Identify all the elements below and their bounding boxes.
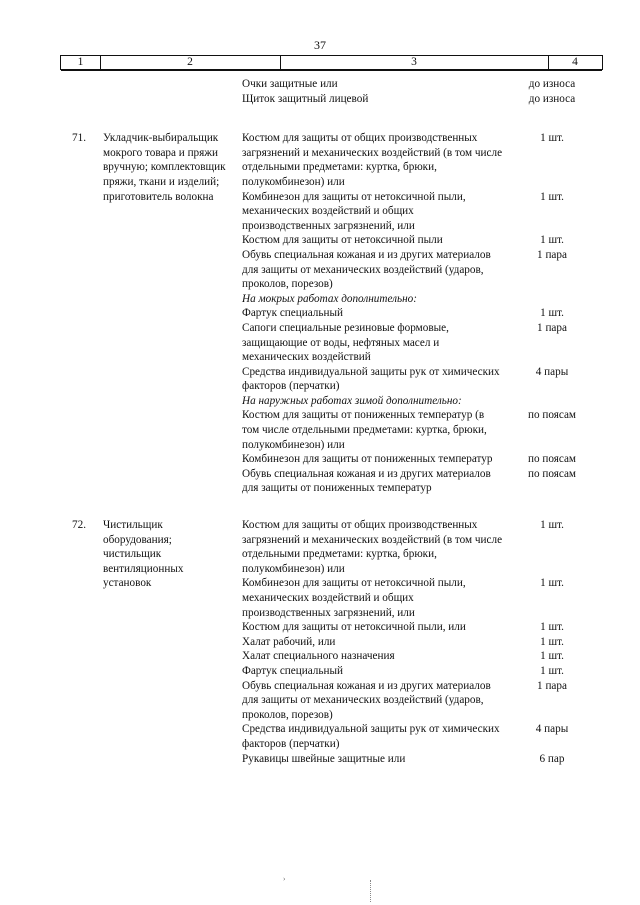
item-quantity: по поясам: [527, 467, 577, 480]
item-quantity: 1 шт.: [540, 519, 564, 532]
item-text: Комбинезон для защиты от нетоксичной пыли, механических воздействий и общих производственных загрязнений, или: [242, 577, 466, 619]
item-text: Обувь специальная кожаная и из других материалов для защиты от пониженных температур: [242, 467, 491, 495]
item-text: На наружных работах зимой дополнительно:: [242, 394, 462, 407]
list-item: [242, 306, 564, 321]
list-item: [242, 467, 577, 496]
list-item: [242, 752, 565, 767]
item-text: Костюм для защиты от общих производственных загрязнений и механических воздействий (в том числе отдельными предметами: куртка, брюки, полукомбинезон) или: [242, 519, 503, 575]
item-quantity: 1 шт.: [540, 664, 564, 677]
row-spacer: [0, 496, 640, 518]
item-text: На мокрых работах дополнительно:: [242, 292, 417, 305]
header-col-3: 3: [411, 56, 417, 68]
item-text: Сапоги специальные резиновые формовые, защищающие от воды, нефтяных масел и механических воздействий: [242, 321, 449, 364]
header-col-1: 1: [77, 56, 84, 68]
item-text: Щиток защитный лицевой: [242, 92, 369, 105]
list-item: [242, 649, 564, 664]
item-text: Костюм для защиты от нетоксичной пыли, или: [242, 621, 466, 634]
list-item: [242, 233, 564, 248]
list-item: [242, 77, 576, 92]
row-number: 72.: [72, 519, 86, 532]
item-quantity: до износа: [528, 92, 576, 105]
item-quantity: 1 шт.: [540, 577, 564, 590]
list-item: [242, 635, 564, 650]
item-quantity: 1 шт.: [540, 635, 564, 648]
table-body: [0, 77, 640, 766]
item-quantity: 1 шт.: [540, 621, 564, 634]
profession-name: Укладчик-выбиральщик мокрого товара и пряжи вручную; комплектовщик пряжи, ткани и изделий; приготовитель волокна: [103, 132, 226, 203]
footer-mark: ›: [283, 875, 286, 883]
item-text: Средства индивидуальной защиты рук от химических факторов (перчатки): [242, 365, 500, 393]
item-text: Очки защитные или: [242, 78, 338, 90]
item-quantity: 1 пара: [537, 321, 567, 334]
list-item: [242, 722, 569, 751]
item-quantity: 1 шт.: [540, 650, 564, 663]
header-col-2: 2: [187, 56, 193, 68]
profession-name: Чистильщик оборудования; чистильщик вентиляционных установок: [103, 519, 184, 590]
list-item: [242, 365, 569, 394]
list-item: [242, 248, 567, 292]
row-number: 71.: [72, 132, 86, 145]
item-text: Халат рабочий, или: [242, 635, 336, 648]
item-quantity: 6 пар: [539, 752, 565, 765]
item-text: Средства индивидуальной защиты рук от химических факторов (перчатки): [242, 723, 500, 750]
list-item: [242, 452, 577, 467]
list-item: [242, 321, 567, 365]
item-text: Рукавицы швейные защитные или: [242, 752, 406, 765]
item-text: Костюм для защиты от общих производственных загрязнений и механических воздействий (в том числе отдельными предметами: куртка, брюки, полукомбинезон) или: [242, 132, 503, 188]
item-text: Фартук специальный: [242, 307, 343, 320]
item-text: Комбинезон для защиты от пониженных температур: [242, 453, 493, 466]
item-quantity: по поясам: [527, 409, 577, 422]
list-item: [242, 620, 564, 635]
list-item: [242, 92, 576, 107]
item-quantity: 1 шт.: [540, 234, 564, 247]
item-quantity: 1 шт.: [540, 132, 564, 145]
item-quantity: 1 шт.: [540, 190, 564, 203]
table-header: [60, 55, 603, 70]
header-col-4: 4: [572, 56, 578, 68]
item-text: Костюм для защиты от пониженных температур (в том числе отдельными предметами: куртка, брюки, полукомбинезон) или: [242, 409, 487, 451]
header-underline: [61, 70, 602, 71]
item-text: Фартук специальный: [242, 664, 343, 677]
list-item: [242, 664, 564, 679]
section-note: [242, 292, 504, 307]
item-quantity: до износа: [528, 78, 576, 90]
list-item: [242, 408, 577, 452]
item-quantity: 1 пара: [537, 248, 567, 261]
item-quantity: по поясам: [527, 453, 577, 466]
table-row: [0, 518, 640, 766]
row-spacer: [0, 106, 640, 128]
section-note: [242, 394, 504, 409]
item-quantity: 1 шт.: [540, 307, 564, 320]
item-text: Халат специального назначения: [242, 650, 395, 663]
item-quantity: 4 пары: [535, 365, 569, 378]
item-text: Обувь специальная кожаная и из других материалов для защиты от механических воздействий (ударов, проколов, порезов): [242, 248, 491, 291]
table-row: [0, 128, 640, 496]
list-item: [242, 190, 564, 234]
item-text: Костюм для защиты от нетоксичной пыли: [242, 234, 443, 247]
continuation-block: [0, 77, 640, 106]
list-item: [242, 131, 564, 189]
scan-fold-line: [370, 880, 371, 902]
list-item: [242, 679, 567, 723]
list-item: [242, 518, 564, 576]
item-text: Обувь специальная кожаная и из других материалов для защиты от механических воздействий (ударов, проколов, порезов): [242, 679, 491, 721]
list-item: [242, 576, 564, 620]
item-text: Комбинезон для защиты от нетоксичной пыли, механических воздействий и общих производственных загрязнений, или: [242, 190, 466, 232]
item-quantity: 4 пары: [535, 723, 569, 736]
item-quantity: 1 пара: [537, 679, 567, 692]
page-number: 37: [314, 38, 326, 52]
